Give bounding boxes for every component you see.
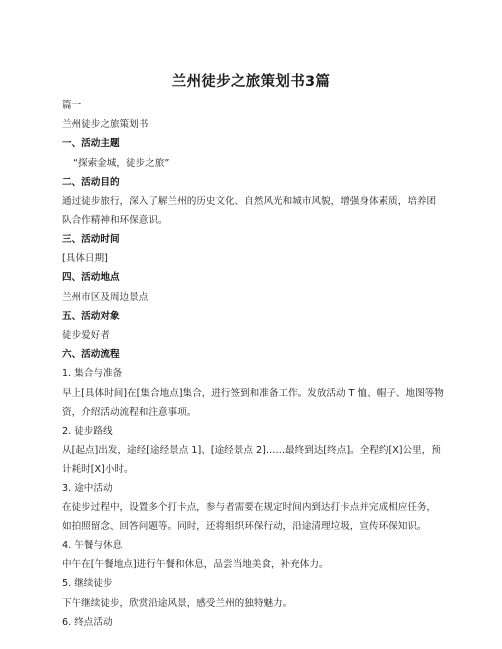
section-heading-time: 三、活动时间 [62,234,120,246]
document-title: 兰州徒步之旅策划书3篇 [171,74,331,90]
part-label: 篇一 [62,100,82,111]
step5-heading: 5. 继续徒步 [62,578,113,590]
step3-text: 在徒步过程中，设置多个打卡点，参与者需要在规定时间内到达打卡点并完成相应任务，如拍照留念、回答问题等。同时，还将组织环保行动，沿途清理垃圾，宣传环保知识。 [62,502,437,533]
document-body [62,96,444,632]
time-text: [具体日期] [62,253,108,265]
doc-name: 兰州徒步之旅策划书 [62,119,149,131]
step6-heading: 6. 终点活动 [62,616,113,628]
step4-text: 中午在[午餐地点]进行午餐和休息，品尝当地美食，补充体力。 [62,559,329,571]
target-text: 徒步爱好者 [62,330,110,342]
section-heading-theme: 一、活动主题 [62,138,120,150]
step4-heading: 4. 午餐与休息 [62,540,123,552]
step1-text: 早上[具体时间]在[集合地点]集合，进行签到和准备工作。发放活动 T 恤、帽子、地图等物资，介绍活动流程和注意事项。 [62,387,444,418]
theme-text: “探索金城，徒步之旅” [73,157,170,169]
section-heading-place: 四、活动地点 [62,272,120,284]
step5-text: 下午继续徒步，欣赏沿途风景，感受兰州的独特魅力。 [62,597,293,609]
section-heading-target: 五、活动对象 [62,310,120,322]
section-heading-purpose: 二、活动目的 [62,176,120,188]
place-text: 兰州市区及周边景点 [62,291,149,303]
section-heading-process: 六、活动流程 [62,349,120,361]
step3-heading: 3. 途中活动 [62,482,113,494]
purpose-text: 通过徒步旅行，深入了解兰州的历史文化、自然风光和城市风貌，增强身体素质，培养团队合作精神和环保意识。 [62,196,437,227]
step1-heading: 1. 集合与准备 [62,368,123,380]
step2-heading: 2. 徒步路线 [62,425,113,437]
step2-text: 从[起点]出发，途经[途经景点 1]、[途经景点 2]……最终到达[终点]。全程约[X]公里，预计耗时[X]小时。 [62,444,441,475]
